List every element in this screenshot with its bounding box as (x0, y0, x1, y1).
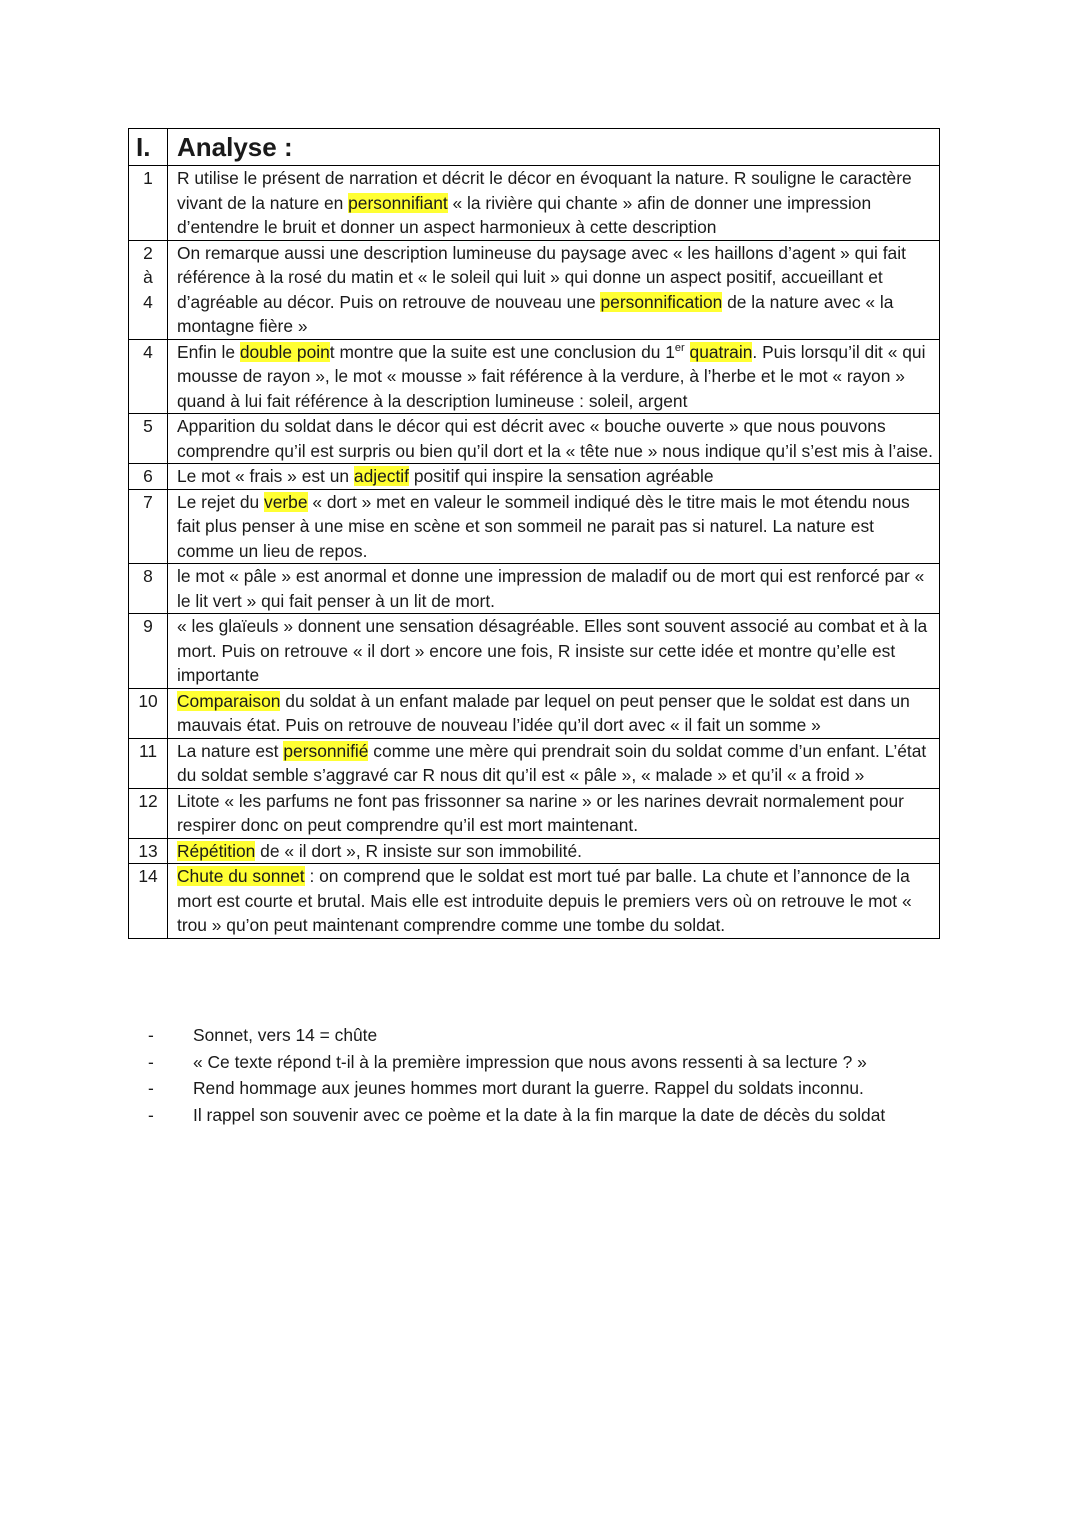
text-segment: comme une mère qui prendrait soin du soldat comme d’un enfant. L’état du soldat semble s’aggravé car R nous dit qu’il est « pâle », « malade » et qu’il « a froid » (177, 740, 927, 785)
analysis-table (128, 128, 940, 939)
highlighted-term: personnification (600, 291, 723, 312)
analysis-text (168, 738, 940, 788)
note-text: Rend hommage aux jeunes hommes mort durant la guerre. Rappel du soldats inconnu. (193, 1078, 864, 1098)
table-row (129, 688, 940, 738)
analysis-text (168, 614, 940, 689)
analysis-text (168, 339, 940, 414)
analysis-text (168, 688, 940, 738)
bullet-dash: - (148, 1104, 154, 1125)
analysis-text (168, 564, 940, 614)
table-row (129, 864, 940, 939)
analysis-text (168, 788, 940, 838)
section-numeral: I. (129, 129, 168, 166)
bullet-dash: - (148, 1078, 154, 1098)
highlighted-term: adjectif (353, 466, 410, 486)
table-row (129, 464, 940, 490)
text-segment: « la rivière qui chante » afin de donner une impression d’entendre le bruit et donner un aspect harmonieux à cette description (177, 192, 872, 237)
text-segment: de la nature avec « la montagne fière » (177, 291, 894, 336)
verse-number: 4 (129, 339, 168, 414)
table-header-row (129, 129, 940, 166)
table-row (129, 240, 940, 339)
text-segment: « dort » met en valeur le sommeil indiqué dès le titre mais le mot étendu nous fait plus penser à une mise en scène et son sommeil ne parait pas si naturel. La nature est comme un lieu de repos. (177, 491, 910, 561)
verse-number: 2 à 4 (129, 240, 168, 339)
highlighted-term: Comparaison (177, 690, 281, 711)
analysis-text (168, 864, 940, 939)
table-row (129, 614, 940, 689)
highlighted-term: verbe (264, 491, 308, 512)
highlighted-term: quatrain (689, 341, 753, 362)
section-title: Analyse : (168, 129, 940, 166)
highlighted-term: Répétition (177, 840, 256, 861)
verse-number: 10 (129, 688, 168, 738)
table-row (129, 489, 940, 564)
bullet-dash: - (148, 1051, 154, 1072)
table-row (129, 166, 940, 241)
list-item (148, 1102, 885, 1129)
verse-number: 14 (129, 864, 168, 939)
verse-number: 5 (129, 414, 168, 464)
table-row (129, 339, 940, 414)
text-segment: . Puis lorsqu’il dit « qui mousse de rayon », le mot « mousse » fait référence à la verdure, à l’herbe et le mot « rayon » quand à lui fait référence à la description lumineuse : soleil, argent (177, 341, 926, 411)
text-segment: Litote « les parfums ne font pas frissonner sa narine » or les narines devrait normalement pour respirer donc on peut comprendre qu’il est mort maintenant. (177, 790, 904, 835)
text-segment: de « il dort », R insiste sur son immobilité. (255, 840, 582, 861)
highlighted-term: personnifiant (348, 192, 448, 213)
superscript: er (674, 341, 685, 354)
text-segment: Le mot « frais » est un (177, 466, 354, 486)
text-segment: positif qui inspire la sensation agréable (409, 466, 714, 486)
highlighted-term: Chute du sonnet (177, 866, 305, 886)
analysis-text (168, 838, 940, 864)
text-segment: R utilise le présent de narration et décrit le décor en évoquant la nature. R souligne le caractère vivant de la nature en (177, 168, 912, 213)
bullet-dash: - (148, 1025, 154, 1045)
text-segment: : on comprend que le soldat est mort tué par balle. La chute et l’annonce de la mort est courte et brutal. Mais elle est introduite depuis le premiers vers où on retrouve le mot « trou » qu’on peut maintenant comprendre comme une tombe du soldat. (177, 866, 912, 935)
text-segment: Enfin le (177, 341, 240, 362)
text-segment (685, 342, 690, 362)
verse-number: 11 (129, 738, 168, 788)
note-text: Il rappel son souvenir avec ce poème et la date à la fin marque la date de décès du soldat (193, 1104, 886, 1125)
text-segment: Le rejet du (177, 491, 265, 512)
analysis-text (168, 240, 940, 339)
verse-number: 8 (129, 564, 168, 614)
text-segment: du soldat à un enfant malade par lequel on peut penser que le soldat est dans un mauvais état. Puis on retrouve de nouveau l’idée qu’il dort avec « il fait un somme » (177, 690, 910, 735)
list-item (148, 1049, 885, 1076)
text-segment: « les glaïeuls » donnent une sensation désagréable. Elles sont souvent associé au combat et à la mort. Puis on retrouve « il dort » encore une fois, R insiste sur cette idée et montre qu’elle est importante (177, 616, 928, 685)
table-row (129, 564, 940, 614)
note-text: Sonnet, vers 14 = chûte (193, 1025, 378, 1045)
text-segment: le mot « pâle » est anormal et donne une impression de maladif ou de mort qui est renforcé par « le lit vert » qui fait penser à un lit de mort. (177, 566, 925, 611)
analysis-text (168, 464, 940, 490)
analysis-text (168, 489, 940, 564)
highlighted-term: personnifié (283, 740, 369, 761)
verse-number: 13 (129, 838, 168, 864)
notes-list (148, 1022, 885, 1128)
text-segment: On remarque aussi une description lumineuse du paysage avec « les haillons d’agent » qui fait référence à la rosé du matin et « le soleil qui luit » qui donne un aspect positif, accueillant et d’agréable au décor. Puis on retrouve de nouveau une (177, 242, 906, 312)
verse-number: 6 (129, 464, 168, 490)
verse-number: 1 (129, 166, 168, 241)
analysis-text (168, 166, 940, 241)
text-segment: La nature est (177, 740, 284, 761)
table-row (129, 414, 940, 464)
verse-number: 9 (129, 614, 168, 689)
analysis-text (168, 414, 940, 464)
table-row (129, 838, 940, 864)
table-row (129, 788, 940, 838)
text-segment: Apparition du soldat dans le décor qui est décrit avec « bouche ouverte » que nous pouvons comprendre qu’il est surpris ou bien qu’il dort et la « tête nue » nous indique qu’il s’est mis à l’aise. (177, 416, 933, 461)
verse-number: 7 (129, 489, 168, 564)
verse-number: 12 (129, 788, 168, 838)
note-text: « Ce texte répond t-il à la première impression que nous avons ressenti à sa lecture ? » (193, 1051, 867, 1072)
table-row (129, 738, 940, 788)
list-item (148, 1022, 885, 1049)
text-segment: t montre que la suite est une conclusion du 1 (329, 341, 675, 362)
list-item (148, 1075, 885, 1102)
highlighted-term: double poin (239, 341, 330, 362)
